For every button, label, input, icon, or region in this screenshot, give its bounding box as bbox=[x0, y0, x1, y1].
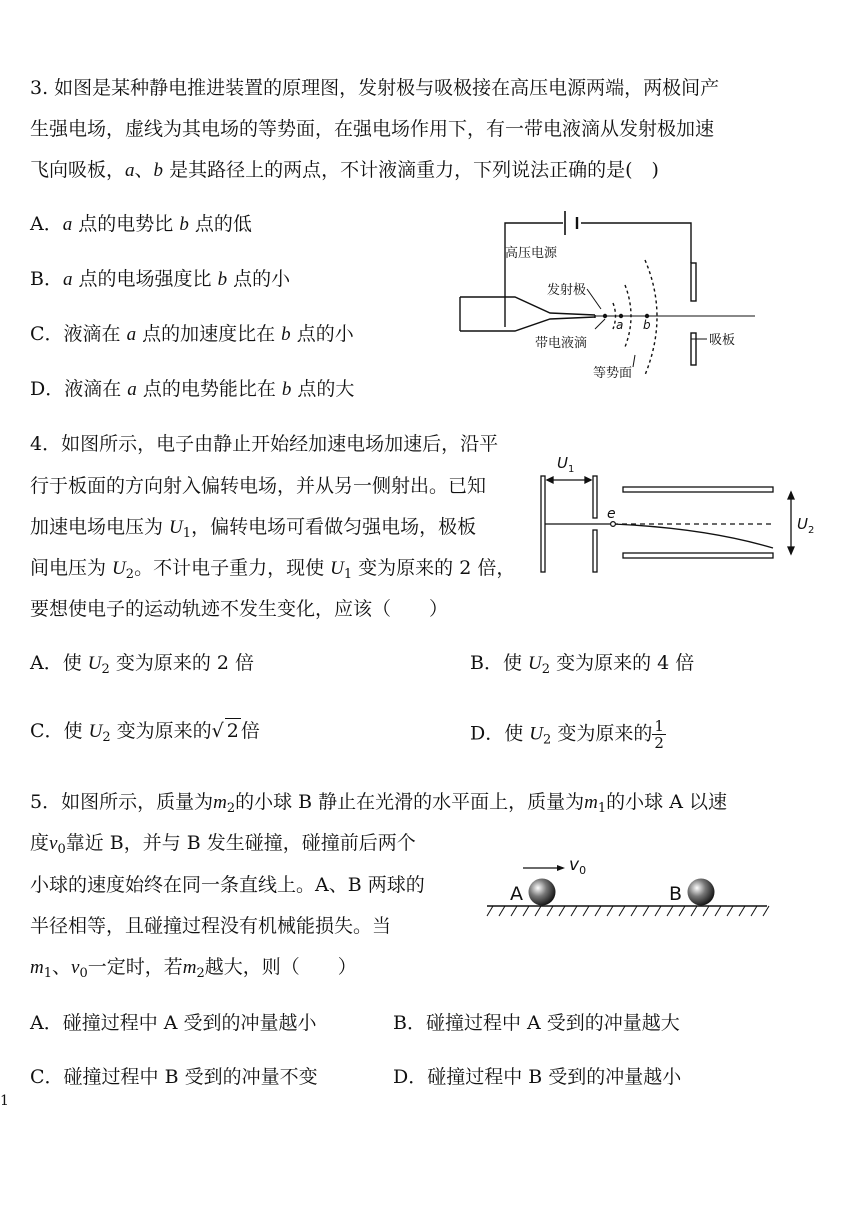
q3-point-b-label: b bbox=[643, 318, 651, 332]
q4-option-a[interactable]: A．使 $U_2$ 变为原来的 2 倍 bbox=[30, 652, 254, 677]
q3-droplet-label: 带电液滴 bbox=[535, 336, 588, 351]
q4-electron-dot bbox=[611, 522, 616, 527]
q5-ball-a bbox=[529, 879, 556, 906]
q5-option-b[interactable]: B．碰撞过程中 A 受到的冲量越大 bbox=[393, 1012, 680, 1034]
q3-absorber-lower bbox=[691, 333, 696, 365]
q4-u1-arrow-head-left bbox=[547, 477, 553, 483]
q3-option-a[interactable]: A．a 点的电势比 b 点的低 bbox=[30, 213, 252, 235]
q3-absorber-label: 吸板 bbox=[709, 333, 736, 348]
q4-u2-arrow-head-top bbox=[788, 492, 794, 499]
q3-emitter-bottom bbox=[460, 317, 595, 331]
q3-emitter-label: 发射极 bbox=[547, 283, 587, 298]
q5-stem-line-3: 小球的速度始终在同一条直线上。A、B 两球的 bbox=[30, 874, 425, 896]
q3-absorber-upper bbox=[691, 263, 696, 301]
q5-option-d[interactable]: D．碰撞过程中 B 受到的冲量越小 bbox=[393, 1066, 682, 1088]
q4-option-c[interactable]: C．使 $U_2$ 变为原来的√ 2 倍 bbox=[30, 720, 260, 745]
q5-ball-b-label: B bbox=[669, 883, 683, 905]
q3-equipotential-label: 等势面 bbox=[593, 366, 633, 381]
q3-equipotential-leader bbox=[633, 355, 635, 367]
q4-u2-label: $U_2$ bbox=[797, 515, 815, 536]
q4-u2-arrow-head-bottom bbox=[788, 547, 794, 554]
q4-stem-line-5: 要想使电子的运动轨迹不发生变化，应该（ ） bbox=[30, 598, 449, 620]
q5-stem-line-1: 5．如图所示，质量为$m_2$的小球 B 静止在光滑的水平面上，质量为$m_1$的小球 A 以速 bbox=[30, 791, 727, 816]
q3-power-label: 高压电源 bbox=[505, 246, 558, 261]
q5-ball-a-label: A bbox=[510, 883, 523, 905]
q3-emitter-top bbox=[460, 297, 595, 315]
q3-option-d[interactable]: D．液滴在 a 点的电势能比在 b 点的大 bbox=[30, 378, 355, 400]
q3-stem-line-3: 飞向吸板，a、b 是其路径上的两点，不计液滴重力，下列说法正确的是( ) bbox=[30, 159, 659, 181]
q5-velocity-arrow-head bbox=[557, 865, 565, 871]
q3-option-b[interactable]: B．a 点的电场强度比 b 点的小 bbox=[30, 268, 291, 290]
q4-stem-line-1: 4．如图所示，电子由静止开始经加速电场加速后，沿平 bbox=[30, 433, 499, 455]
q5-stem-line-4: 半径相等，且碰撞过程没有机械能损失。当 bbox=[30, 915, 392, 937]
sqrt-sign: √ bbox=[211, 720, 224, 742]
q4-u1-label: $U_1$ bbox=[557, 454, 575, 475]
q4-accel-plate-left bbox=[541, 476, 545, 572]
q5-stem-line-2: 度$v_0$靠近 B，并与 B 发生碰撞，碰撞前后两个 bbox=[30, 832, 416, 857]
q3-figure bbox=[455, 205, 755, 385]
q3-wire-left bbox=[505, 223, 563, 327]
q3-option-c[interactable]: C．液滴在 a 点的加速度比在 b 点的小 bbox=[30, 323, 354, 345]
margin-mark: 1 bbox=[0, 1093, 9, 1109]
q3-droplet-dot bbox=[603, 314, 607, 318]
q4-option-d[interactable]: D．使 $U_2$ 变为原来的 $\frac{1}{2}$ bbox=[470, 717, 664, 752]
q3-stem-line-2: 生强电场，虚线为其电场的等势面，在强电场作用下，有一带电液滴从发射极加速 bbox=[30, 118, 715, 140]
q5-stem-line-5: $m_1$、$v_0$一定时，若$m_2$越大，则（ ） bbox=[30, 956, 357, 981]
q5-velocity-label: $v_0$ bbox=[569, 855, 587, 877]
q3-emitter-leader bbox=[587, 289, 601, 309]
q4-stem-line-4: 间电压为 $U_2$。不计电子重力，现使 $U_1$ 变为原来的 2 倍， bbox=[30, 557, 516, 582]
q4-deflect-plate-upper bbox=[623, 487, 773, 492]
q4-electron-trajectory bbox=[613, 524, 773, 548]
q5-option-a[interactable]: A．碰撞过程中 A 受到的冲量越小 bbox=[30, 1012, 317, 1034]
q4-stem-line-3: 加速电场电压为 $U_1$，偏转电场可看做匀强电场，极板 bbox=[30, 516, 477, 541]
q5-option-c[interactable]: C．碰撞过程中 B 受到的冲量不变 bbox=[30, 1066, 318, 1088]
q4-accel-plate-right-upper bbox=[593, 476, 597, 518]
q3-point-a-label: a bbox=[616, 318, 624, 332]
q5-ground-hatching bbox=[487, 906, 769, 916]
q4-deflect-plate-lower bbox=[623, 553, 773, 558]
fraction-one-half: $\frac{1}{2}$ bbox=[654, 717, 664, 752]
q4-option-b[interactable]: B．使 $U_2$ 变为原来的 4 倍 bbox=[470, 652, 695, 677]
q5-ball-b bbox=[688, 879, 715, 906]
q3-droplet-leader bbox=[595, 319, 605, 329]
q4-u1-arrow-head-right bbox=[585, 477, 591, 483]
q4-figure bbox=[535, 448, 835, 578]
q4-accel-plate-right-lower bbox=[593, 530, 597, 572]
q3-wire-right bbox=[581, 223, 691, 263]
q5-figure bbox=[485, 850, 775, 925]
q4-electron-label: e bbox=[607, 506, 616, 522]
q3-stem-line-1: 3. 如图是某种静电推进装置的原理图，发射极与吸极接在高压电源两端，两极间产 bbox=[30, 77, 720, 99]
q4-stem-line-2: 行于板面的方向射入偏转电场，并从另一侧射出。已知 bbox=[30, 475, 487, 497]
